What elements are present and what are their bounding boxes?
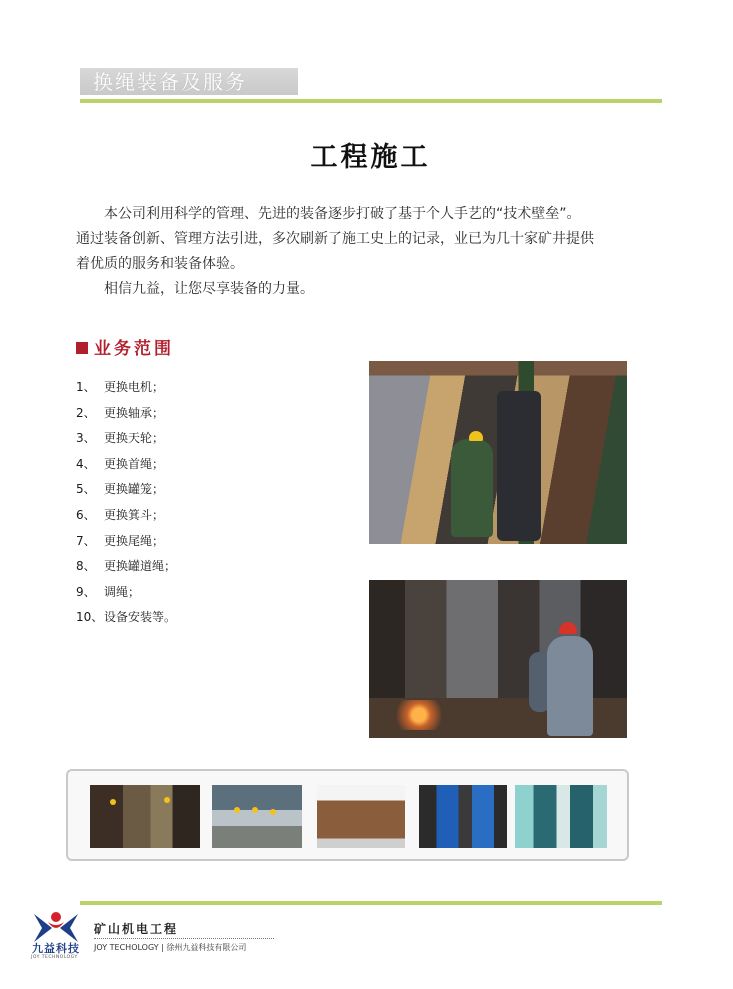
intro-slogan: 相信九益，让您尽享装备的力量。 — [104, 281, 314, 297]
list-item — [76, 403, 176, 429]
intro-line-1: 本公司利用科学的管理、先进的装备逐步打破了基于个人手艺的“技术壁垒”。 — [104, 206, 581, 222]
footer-company: JOY TECHOLOGY | 徐州九益科技有限公司 — [94, 943, 247, 952]
list-item-number: 1、 — [76, 380, 96, 394]
header-divider — [80, 99, 662, 103]
list-item-text: 更换电机； — [104, 380, 165, 394]
list-item-number: 2、 — [76, 405, 96, 420]
thumbnail-photo — [515, 785, 607, 848]
scope-heading-label: 业务范围 — [94, 339, 174, 359]
list-item-text: 更换轴承； — [104, 405, 165, 420]
list-item-number: 4、 — [76, 456, 96, 471]
list-item — [76, 377, 176, 403]
list-item-text: 更换首绳； — [104, 456, 165, 471]
red-square-icon — [76, 342, 88, 354]
intro-text — [76, 202, 636, 302]
list-item-number: 6、 — [76, 507, 96, 522]
hardhat-shape — [252, 807, 258, 813]
photo-sparks-shape — [389, 700, 449, 730]
logo-subtext: JOY TECHNOLOGY — [31, 955, 78, 960]
hardhat-shape — [234, 807, 240, 813]
hardhat-shape — [270, 809, 276, 815]
list-item-text: 更换尾绳； — [104, 533, 165, 548]
page-title: 工程施工 — [310, 142, 431, 173]
list-item-text: 更换罐笼； — [104, 482, 165, 497]
list-item-number: 7、 — [76, 533, 96, 548]
thumbnail-photo — [419, 785, 507, 848]
photo-machine-shape — [497, 391, 541, 541]
hardhat-shape — [164, 797, 170, 803]
list-item — [76, 505, 176, 531]
list-item-text: 更换天轮； — [104, 431, 165, 446]
thumbnail-photo — [90, 785, 200, 848]
footer-dotted-rule — [94, 938, 274, 939]
intro-line-2: 通过装备创新、管理方法引进，多次刷新了施工史上的记录，业已为几十家矿井提供 — [76, 231, 594, 247]
list-item — [76, 607, 176, 633]
list-item-text: 更换罐道绳； — [104, 559, 177, 574]
hardhat-shape — [110, 799, 116, 805]
list-item — [76, 531, 176, 557]
thumbnail-photo — [317, 785, 405, 848]
photo-worker-shape — [547, 636, 593, 736]
list-item — [76, 556, 176, 582]
list-item-text: 设备安装等。 — [104, 610, 177, 625]
list-item — [76, 454, 176, 480]
footer-divider — [80, 901, 662, 905]
footer-title: 矿山机电工程 — [94, 922, 179, 936]
list-item-text: 更换箕斗； — [104, 507, 165, 522]
hardhat-shape — [559, 622, 577, 634]
section-header-label: 换绳装备及服务 — [93, 70, 247, 94]
scope-list — [76, 377, 176, 633]
intro-line-3: 着优质的服务和装备体验。 — [76, 256, 244, 272]
list-item-number: 8、 — [76, 559, 96, 574]
thumbnail-photo — [212, 785, 302, 848]
hardhat-shape — [469, 431, 483, 441]
list-item-number: 5、 — [76, 482, 96, 497]
list-item — [76, 428, 176, 454]
list-item — [76, 479, 176, 505]
scope-heading — [76, 337, 174, 361]
list-item-text: 调绳； — [104, 584, 141, 599]
list-item — [76, 582, 176, 608]
list-item-number: 9、 — [76, 584, 96, 599]
photo-shaft-work — [369, 361, 627, 544]
photo-welding-work — [369, 580, 627, 738]
list-item-number: 3、 — [76, 431, 96, 446]
logo-text: 九益科技 — [32, 942, 80, 955]
list-item-number: 10、 — [76, 610, 104, 625]
photo-worker-shape — [451, 439, 493, 537]
